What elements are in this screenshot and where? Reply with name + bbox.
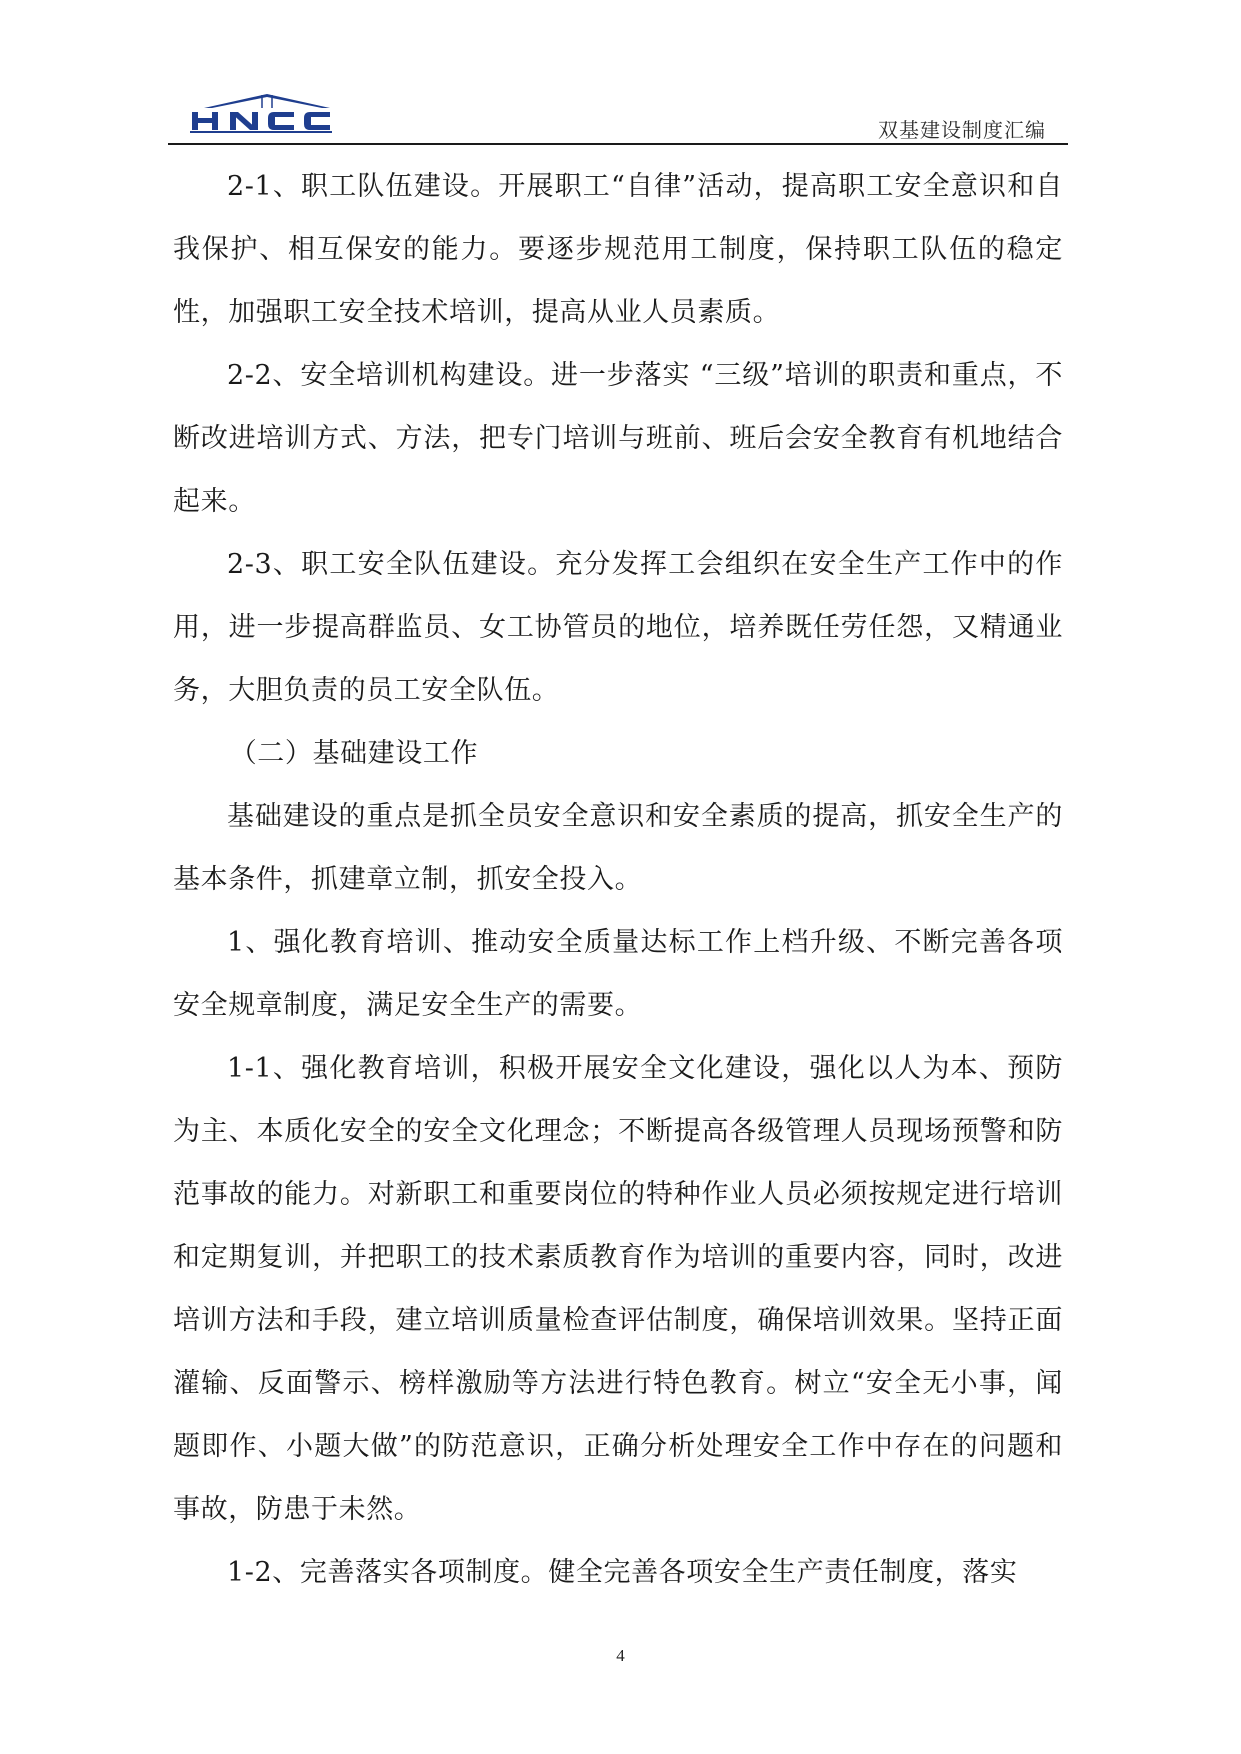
hncc-logo: [182, 92, 352, 134]
paragraph-1-2: 1-2、完善落实各项制度。健全完善各项安全生产责任制度，落实: [227, 1557, 1018, 1588]
paragraph-1-1: 1-1、强化教育培训，积极开展安全文化建设，强化以人为本、预防为主、本质化安全的安全文化理念；不断提高各级管理人员现场预警和防范事故的能力。对新职工和重要岗位的特种作业人员必须按规定进行培训和定期复训，并把职工的技术素质教育作为培训的重要内容，同时，改进培训方法和手段，建立培训质量检查评估制度，确保培训效果。坚持正面灌输、反面警示、榜样激励等方法进行特色教育。树立“安全无小事，闻题即作、小题大做”的防范意识，正确分析处理安全工作中存在的问题和事故，防患于未然。: [173, 1053, 1063, 1525]
paragraph-1: 1、强化教育培训、推动安全质量达标工作上档升级、不断完善各项安全规章制度，满足安全生产的需要。: [173, 927, 1063, 1021]
paragraph-2-1: 2-1、职工队伍建设。开展职工“自律”活动，提高职工安全意识和自我保护、相互保安的能力。要逐步规范用工制度，保持职工队伍的稳定性，加强职工安全技术培训，提高从业人员素质。: [173, 171, 1063, 328]
section-heading-basic-construction: （二）基础建设工作: [229, 738, 479, 769]
page-body: [173, 155, 1063, 1604]
header-divider: [168, 143, 1068, 145]
page-header: [168, 88, 1068, 146]
paragraph-2-3: 2-3、职工安全队伍建设。充分发挥工会组织在安全生产工作中的作用，进一步提高群监员、女工协管员的地位，培养既任劳任怨，又精通业务，大胆负责的员工安全队伍。: [173, 549, 1063, 706]
paragraph-basic-construction-focus: 基础建设的重点是抓全员安全意识和安全素质的提高，抓安全生产的基本条件，抓建章立制，抓安全投入。: [173, 801, 1063, 895]
document-collection-title: 双基建设制度汇编: [878, 118, 1046, 142]
paragraph-2-2: 2-2、安全培训机构建设。进一步落实 “三级”培训的职责和重点，不断改进培训方式、方法，把专门培训与班前、班后会安全教育有机地结合起来。: [173, 360, 1063, 517]
page-number: 4: [616, 1646, 625, 1665]
